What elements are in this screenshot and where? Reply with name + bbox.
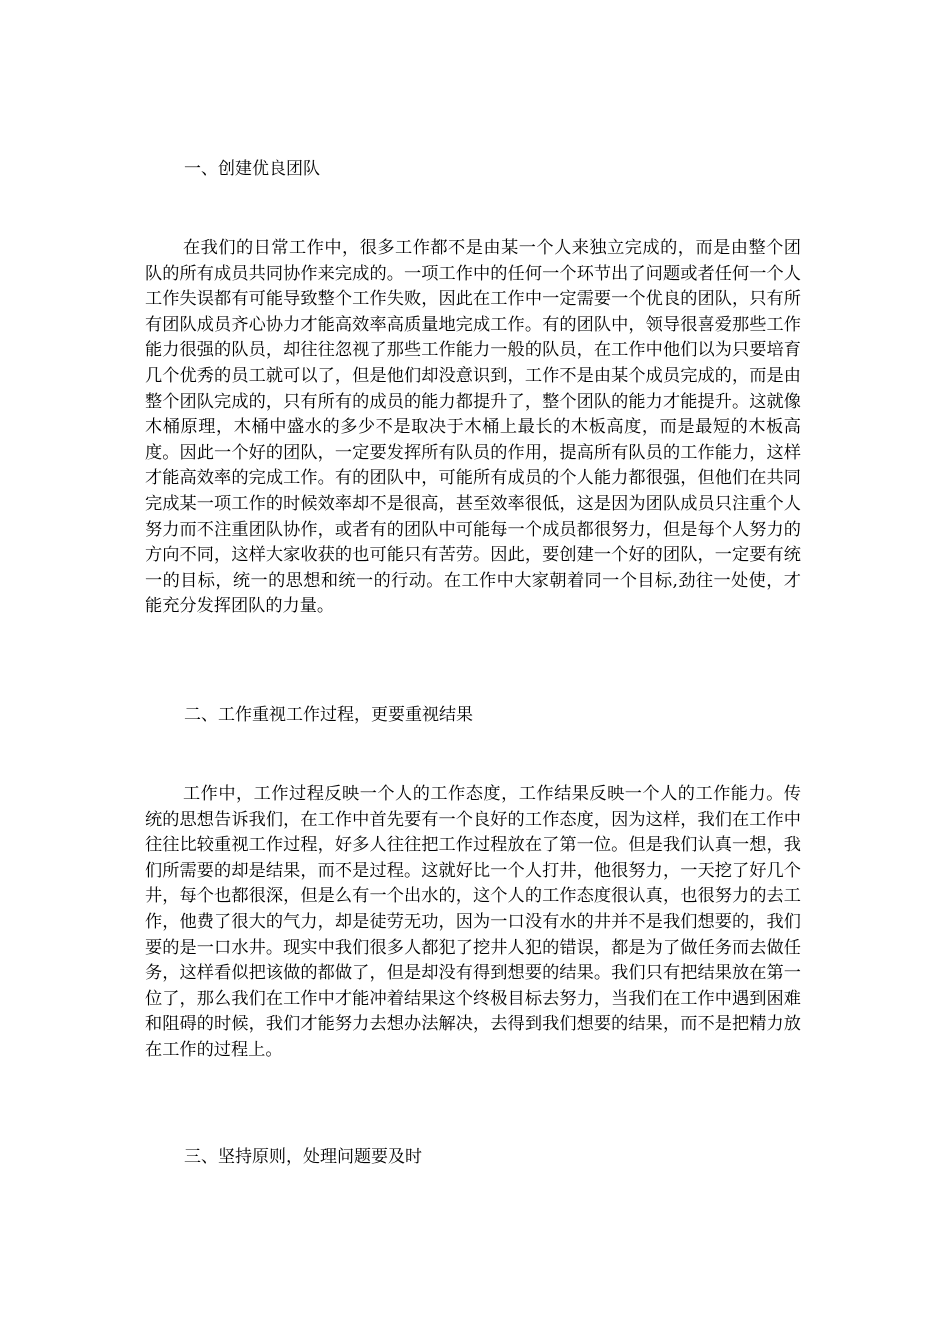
section-heading-3: 三、坚持原则，处理问题要及时: [184, 1147, 422, 1167]
section-heading-1: 一、创建优良团队: [184, 159, 320, 179]
section-paragraph-2: 工作中，工作过程反映一个人的工作态度，工作结果反映一个人的工作能力。传统的思想告诉我们，在工作中首先要有一个良好的工作态度，因为这样，我们在工作中往往比较重视工作过程，好多人往往把工作过程放在了第一位。但是我们认真一想，我们所需要的却是结果，而不是过程。这就好比一个人打井，他很努力，一天挖了好几个井，每个也都很深，但是么有一个出水的，这个人的工作态度很认真，也很努力的去工作，他费了很大的气力，却是徒劳无功，因为一口没有水的井并不是我们想要的，我们要的是一口水井。现实中我们很多人都犯了挖井人犯的错误，都是为了做任务而去做任务，这样看似把该做的都做了，但是却没有得到想要的结果。我们只有把结果放在第一位了，那么我们在工作中才能冲着结果这个终极目标去努力，当我们在工作中遇到困难和阻碍的时候，我们才能努力去想办法解决，去得到我们想要的结果，而不是把精力放在工作的过程上。: [145, 784, 801, 1060]
section-heading-2: 二、工作重视工作过程，更要重视结果: [184, 705, 473, 725]
section-paragraph-1: 在我们的日常工作中，很多工作都不是由某一个人来独立完成的，而是由整个团队的所有成员共同协作来完成的。一项工作中的任何一个环节出了问题或者任何一个人工作失误都有可能导致整个工作失败，因此在工作中一定需要一个优良的团队，只有所有团队成员齐心协力才能高效率高质量地完成工作。有的团队中，领导很喜爱那些工作能力很强的队员，却往往忽视了那些工作能力一般的队员，在工作中他们以为只要培育几个优秀的员工就可以了，但是他们却没意识到，工作不是由某个成员完成的，而是由整个团队完成的，只有所有的成员的能力都提升了，整个团队的能力才能提升。这就像木桶原理，木桶中盛水的多少不是取决于木桶上最长的木板高度，而是最短的木板高度。因此一个好的团队，一定要发挥所有队员的作用，提高所有队员的工作能力，这样才能高效率的完成工作。有的团队中，可能所有成员的个人能力都很强，但他们在共同完成某一项工作的时候效率却不是很高，甚至效率很低，这是因为团队成员只注重个人努力而不注重团队协作，或者有的团队中可能每一个成员都很努力，但是每个人努力的方向不同，这样大家收获的也可能只有苦劳。因此，要创建一个好的团队，一定要有统一的目标，统一的思想和统一的行动。在工作中大家朝着同一个目标,劲往一处使，才能充分发挥团队的力量。: [145, 238, 801, 617]
